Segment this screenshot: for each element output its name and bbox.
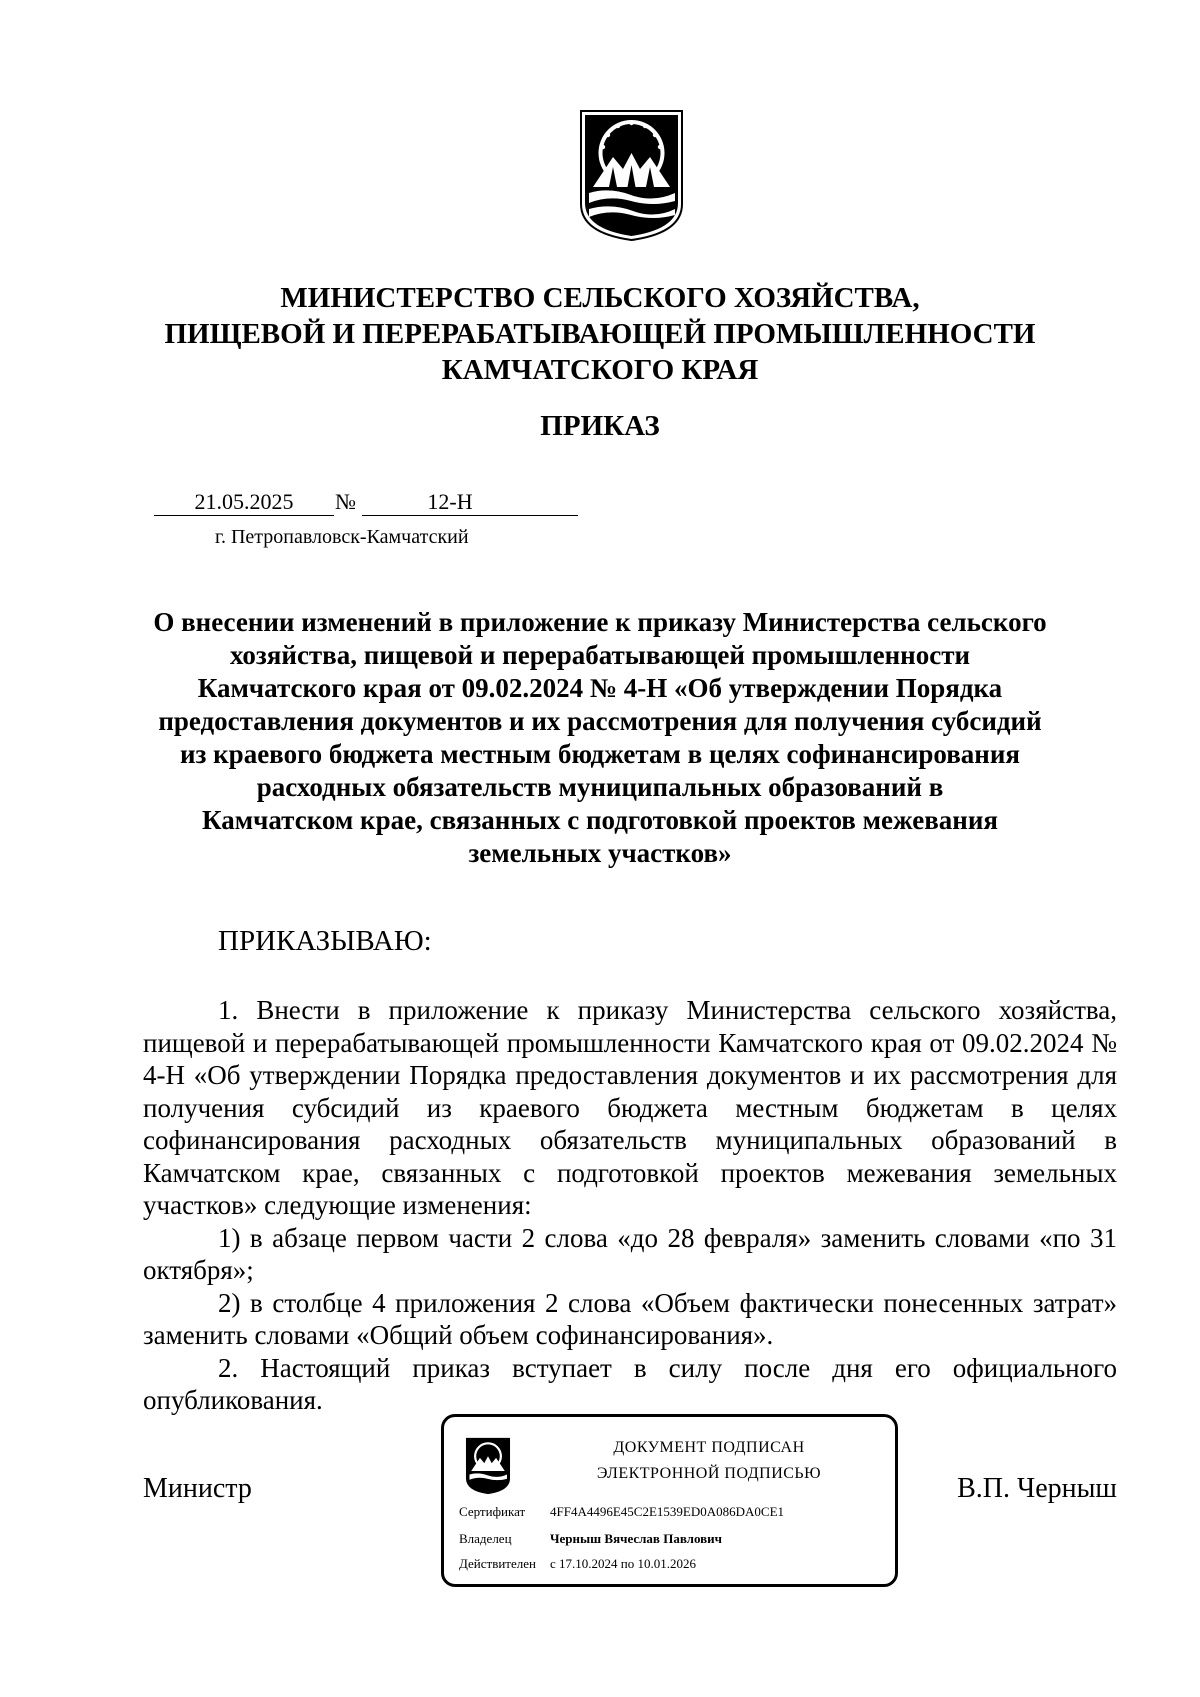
subject-line: Камчатском крае, связанных с подготовкой проектов межевания (202, 805, 998, 835)
validity-value: с 17.10.2024 по 10.01.2026 (550, 1556, 696, 1571)
ministry-line: МИНИСТЕРСТВО СЕЛЬСКОГО ХОЗЯЙСТВА, (280, 282, 920, 314)
subject-line: земельных участков» (468, 838, 732, 868)
order-body (143, 994, 1117, 1417)
subject-line: О внесении изменений в приложение к приказу Министерства сельского (153, 607, 1047, 637)
order-subject (150, 606, 1050, 870)
order-date: 21.05.2025 (154, 489, 334, 516)
stamp-heading: ЭЛЕКТРОННОЙ ПОДПИСЬЮ (596, 1465, 822, 1482)
order-number: 12-Н (362, 489, 578, 516)
subject-line: из краевого бюджета местным бюджетам в целях софинансирования (179, 739, 1021, 769)
stamp-validity-row (459, 1556, 696, 1572)
owner-value: Черныш Вячеслав Павлович (550, 1531, 722, 1546)
ministry-line: ПИЩЕВОЙ И ПЕРЕРАБАТЫВАЮЩЕЙ ПРОМЫШЛЕННОСТИ (164, 318, 1036, 350)
stamp-heading: ДОКУМЕНТ ПОДПИСАН (613, 1439, 805, 1456)
subject-line: Камчатского края от 09.02.2024 № 4-Н «Об утверждении Порядка (197, 673, 1003, 703)
body-paragraph: 2. Настоящий приказ вступает в силу после дня его официального опубликования. (143, 1352, 1117, 1415)
signatory-name: В.П. Черныш (957, 1473, 1117, 1504)
number-sign: № (335, 489, 356, 514)
subject-line: расходных обязательств муниципальных образований в (256, 772, 944, 802)
certificate-value: 4FF4A4496E45C2E1539ED0A086DA0CE1 (550, 1504, 785, 1519)
signatory-title: Министр (143, 1473, 252, 1504)
city-name: г. Петропавловск-Камчатский (215, 526, 469, 548)
body-paragraph: 1. Внести в приложение к приказу Министерства сельского хозяйства, пищевой и перерабатывающей промышленности Камчатского края от 09.02.2024 № 4-Н «Об утверждении Порядка предоставления документов и их рассмотрения для получения субсидий из краевого бюджета местным бюджетам в целях софинансирования расходных обязательств муниципальных образований в Камчатском крае, связанных с подготовкой проектов межевания земельных участков» следующие изменения: (143, 995, 1117, 1220)
subject-line: предоставления документов и их рассмотрения для получения субсидий (158, 706, 1042, 736)
ministry-name (120, 280, 1080, 388)
stamp-certificate-row (459, 1504, 784, 1520)
body-paragraph: 1) в абзаце первом части 2 слова «до 28 февраля» заменить словами «по 31 октября»; (143, 1222, 1117, 1285)
stamp-owner-row (459, 1531, 722, 1547)
owner-label: Владелец (459, 1531, 512, 1546)
kamchatka-coat-of-arms-icon (579, 109, 684, 242)
document-type: ПРИКАЗ (540, 410, 660, 442)
subject-line: хозяйства, пищевой и перерабатывающей промышленности (229, 640, 971, 670)
order-word: ПРИКАЗЫВАЮ: (218, 925, 432, 957)
ministry-line: КАМЧАТСКОГО КРАЯ (441, 354, 759, 386)
certificate-label: Сертификат (459, 1504, 526, 1519)
validity-label: Действителен (459, 1556, 536, 1571)
kamchatka-coat-of-arms-icon (465, 1437, 511, 1495)
body-paragraph: 2) в столбце 4 приложения 2 слова «Объем фактически понесенных затрат» заменить словами «Общий объем софинансирования». (143, 1287, 1117, 1350)
electronic-signature-stamp (441, 1414, 898, 1587)
